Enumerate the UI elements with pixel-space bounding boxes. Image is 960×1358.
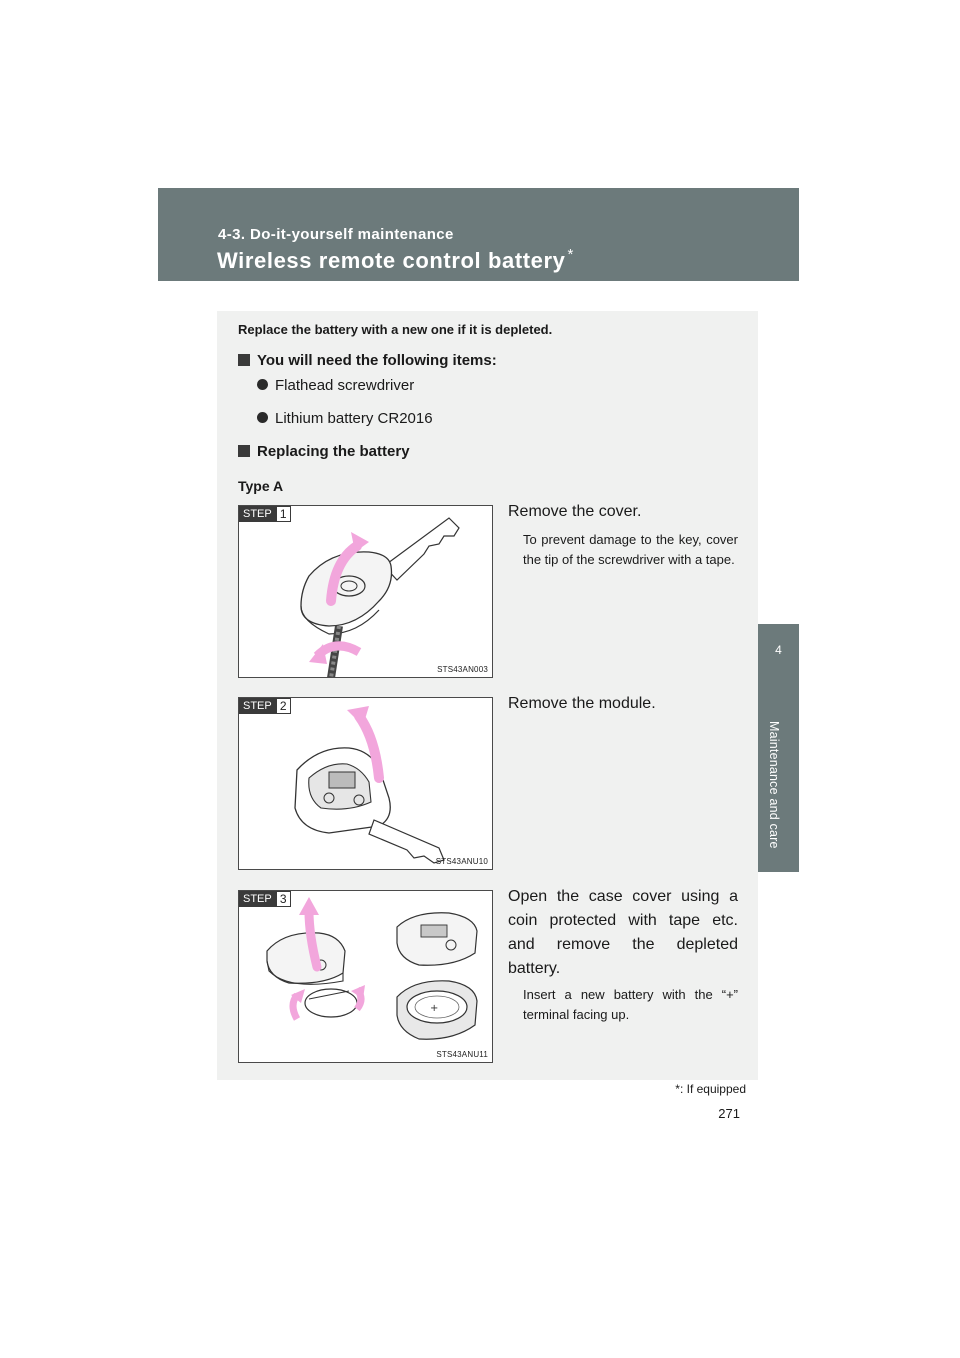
step-badge-number: 3	[276, 891, 291, 907]
bullet-icon	[257, 412, 268, 423]
square-bullet-icon	[238, 354, 250, 366]
figure-code: STS43ANU11	[436, 1050, 488, 1059]
figure-code: STS43AN003	[437, 665, 488, 674]
step-badge-label: STEP	[239, 698, 276, 714]
page-title-text: Wireless remote control battery	[217, 248, 566, 273]
list-item-text: Flathead screwdriver	[275, 377, 415, 394]
bullet-icon	[257, 379, 268, 390]
replace-heading	[238, 443, 410, 460]
intro-text: Replace the battery with a new one if it is depleted.	[238, 322, 553, 337]
step-badge-label: STEP	[239, 506, 276, 522]
key-cover-illustration	[239, 506, 493, 678]
list-item	[257, 410, 433, 427]
list-item	[257, 377, 414, 394]
items-heading-text: You will need the following items:	[257, 352, 497, 369]
chapter-name: Maintenance and care	[767, 721, 781, 849]
module-removal-illustration	[239, 698, 493, 870]
footnote	[675, 1082, 746, 1096]
step-badge-label: STEP	[239, 891, 276, 907]
section-label: 4-3. Do-it-yourself maintenance	[218, 226, 454, 243]
figure-code: STS43ANU10	[435, 857, 488, 866]
step-2-figure	[238, 697, 493, 870]
step-3-figure	[238, 890, 493, 1063]
page-header	[158, 188, 799, 281]
step-badge	[239, 891, 291, 907]
step-badge	[239, 698, 291, 714]
page-title	[217, 246, 574, 274]
svg-text:+: +	[430, 1003, 439, 1014]
step-badge	[239, 506, 291, 522]
square-bullet-icon	[238, 445, 250, 457]
step-3-text: Open the case cover using a coin protected with tape etc. and remove the depleted battery.	[508, 888, 738, 977]
list-item-text: Lithium battery CR2016	[275, 410, 433, 427]
replace-heading-text: Replacing the battery	[257, 443, 410, 460]
step-badge-number: 2	[276, 698, 291, 714]
step-3-note: Insert a new battery with the “+” terminal facing up.	[523, 987, 738, 1022]
step-2-text: Remove the module.	[508, 695, 656, 712]
footnote-text: : If equipped	[679, 1082, 746, 1096]
chapter-number: 4	[775, 643, 782, 657]
step-1-figure	[238, 505, 493, 678]
content-panel	[217, 311, 758, 1080]
page-number: 271	[718, 1106, 740, 1121]
step-1-note: To prevent damage to the key, cover the tip of the screwdriver with a tape.	[523, 532, 738, 567]
step-1-text: Remove the cover.	[508, 503, 642, 520]
items-heading	[238, 352, 497, 369]
type-label: Type A	[238, 478, 284, 494]
if-equipped-mark: *	[567, 246, 574, 263]
battery-replace-illustration	[239, 891, 493, 1063]
step-badge-number: 1	[276, 506, 291, 522]
footnote-mark: *	[675, 1082, 680, 1096]
